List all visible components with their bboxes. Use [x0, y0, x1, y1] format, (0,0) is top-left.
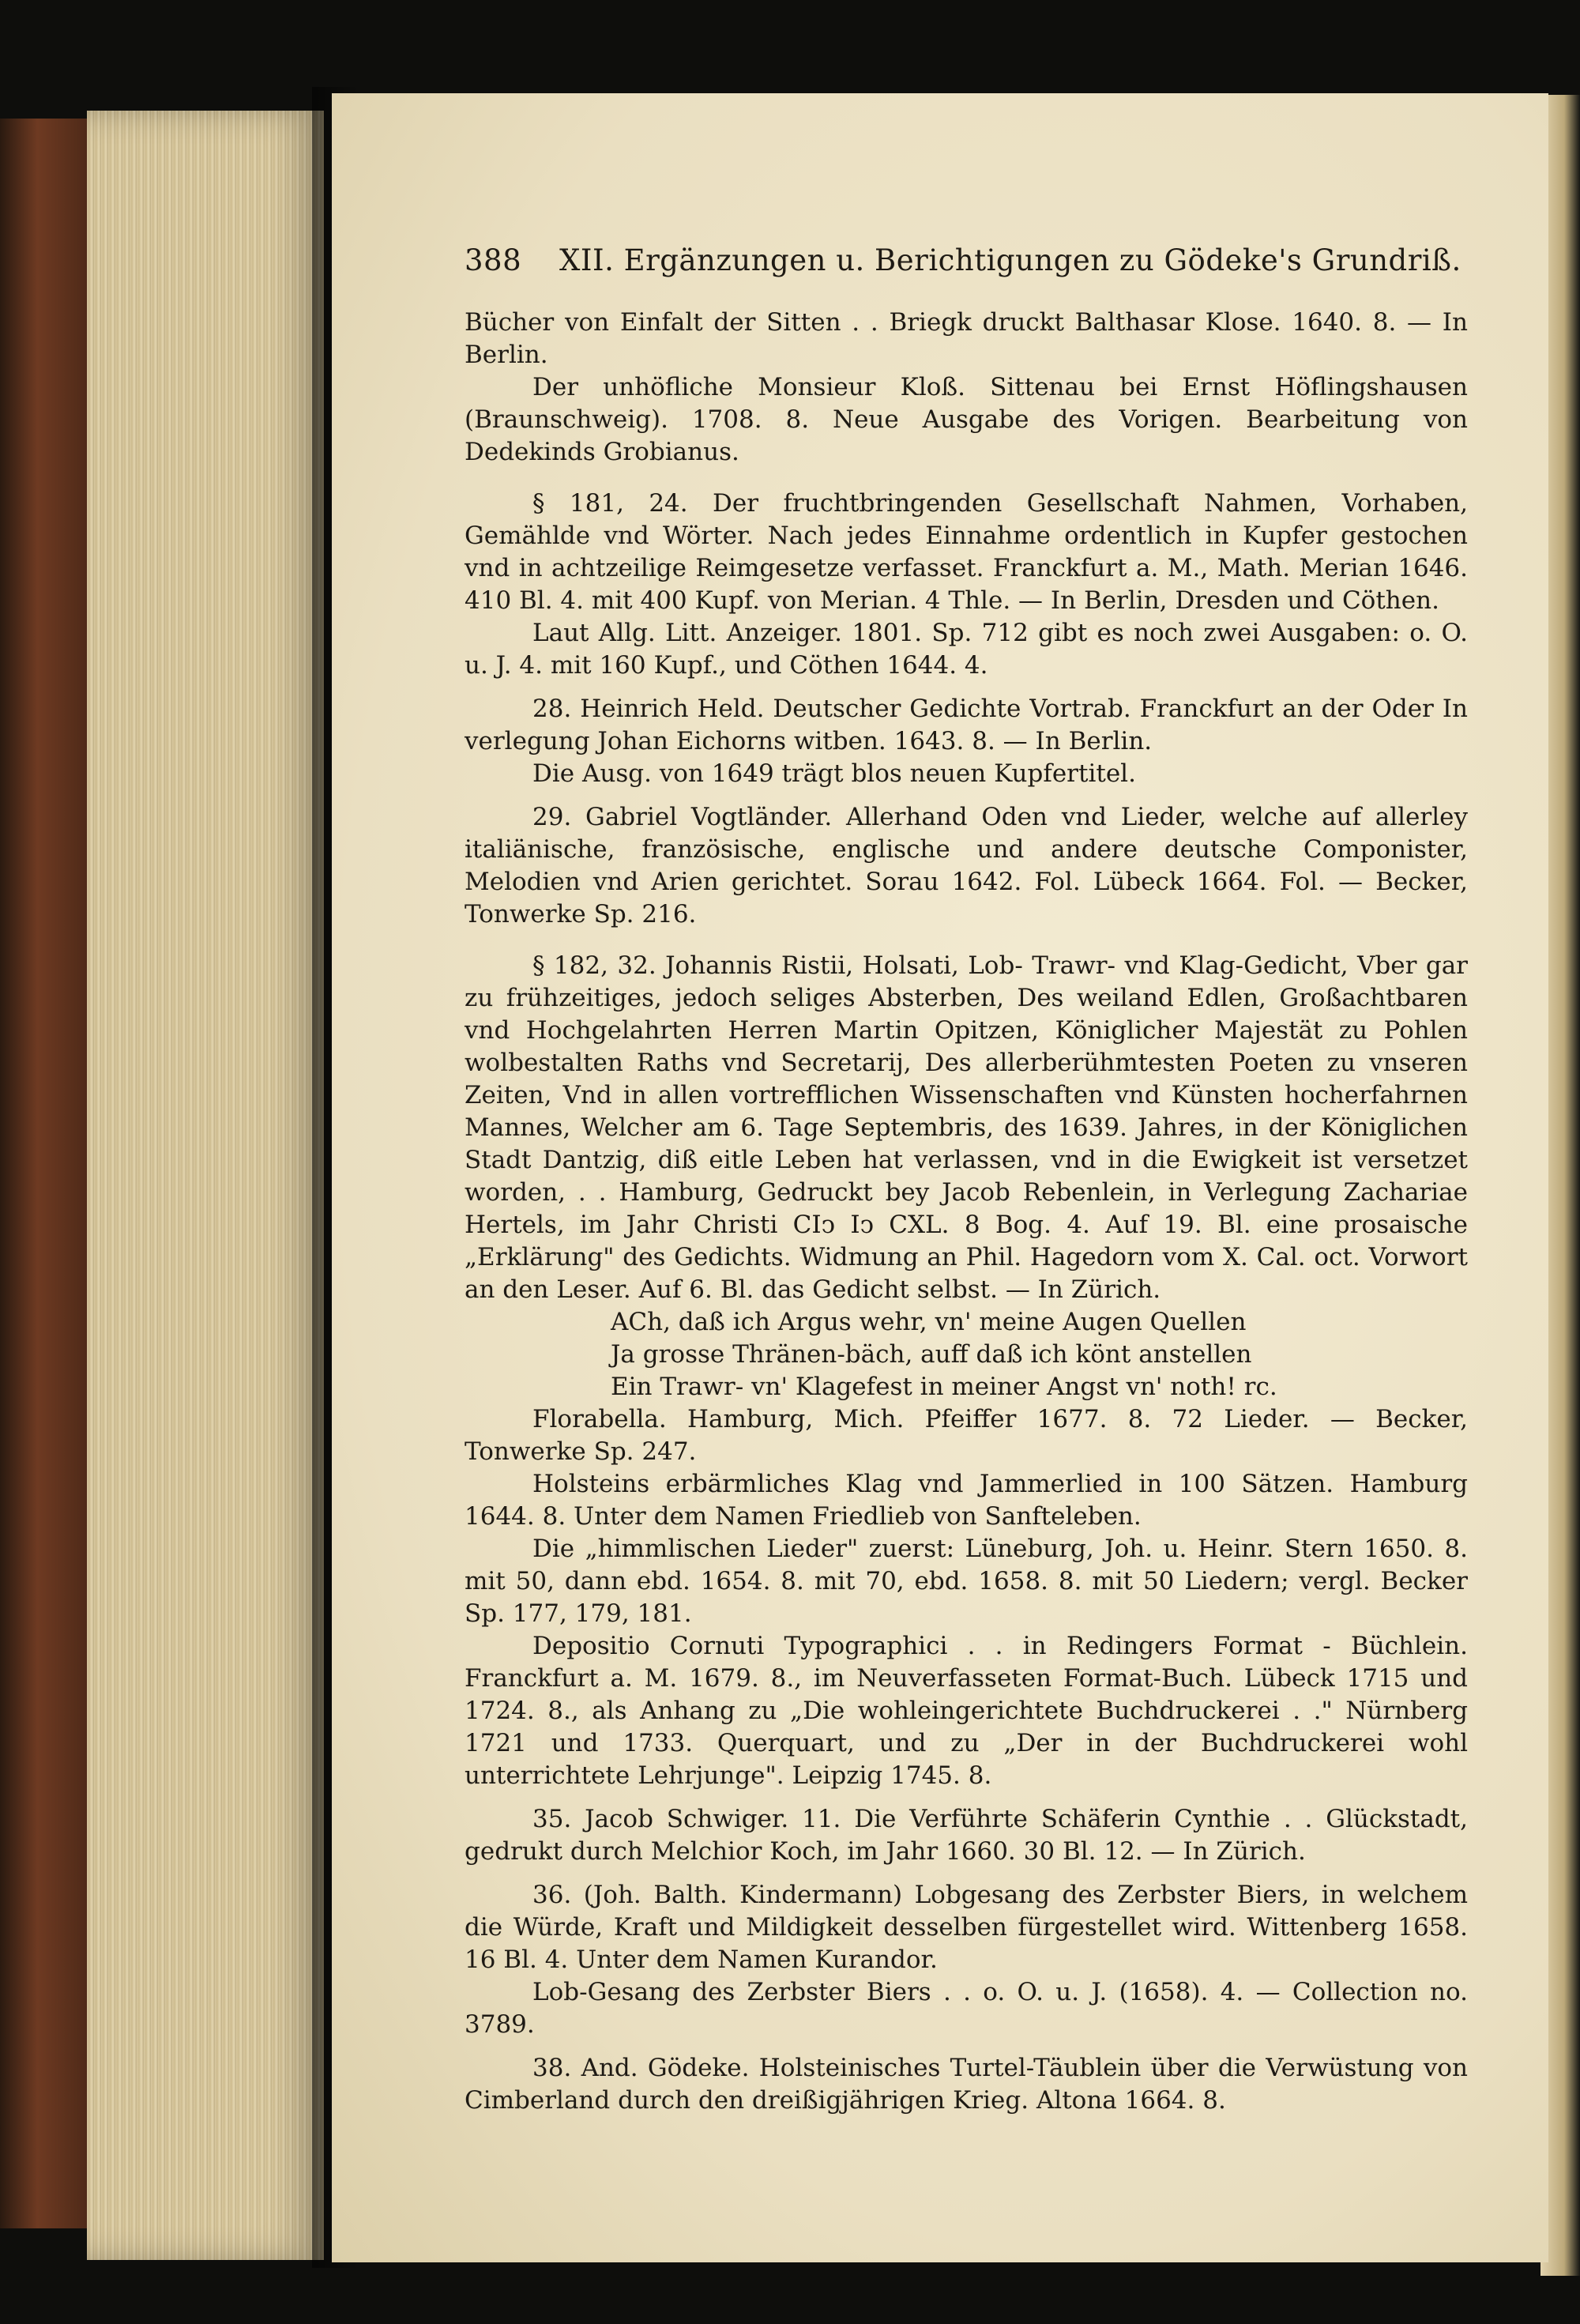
paragraph: Holsteins erbärmliches Klag vnd Jammerlied in 100 Sätzen. Hamburg 1644. 8. Unter dem Namen Friedlieb von Sanfteleben.: [465, 1470, 1468, 1531]
paragraph: Depositio Cornuti Typographici . . in Redingers Format - Büchlein. Franckfurt a. M. 1679. 8., im Neuverfasseten Format-Buch. Lübeck 1715 und 1724. 8., als Anhang zu „Die wohleingerichtete Buchdruckerei . ." Nürnberg 1721 und 1733. Querquart, und zu „Der in der Buchdruckerei wohl unterrichtete Lehrjunge". Leipzig 1745. 8.: [465, 1632, 1468, 1790]
paragraph: Laut Allg. Litt. Anzeiger. 1801. Sp. 712 gibt es noch zwei Ausgaben: o. O. u. J. 4. mit 160 Kupf., und Cöthen 1644. 4.: [465, 619, 1468, 680]
stacked-page-edges: [87, 111, 324, 2260]
book-cover-edge: [0, 119, 93, 2228]
verse-line: Ein Trawr- vn' Klagefest in meiner Angst vn' noth! rc.: [611, 1373, 1277, 1401]
page-number: 388: [465, 243, 522, 277]
paragraph-section-182: § 182, 32. Johannis Ristii, Holsati, Lob- Trawr- vnd Klag-Gedicht, Vber gar zu frühzeitiges, jedoch seliges Absterben, Des weiland Edlen, Großachtbaren vnd Hochgelahrten Herren Martin Opitzen, Königlicher Majestät zu Pohlen wolbestalten Raths vnd Secretarij, Des allerberühmtesten Poeten zu vnseren Zeiten, Vnd in allen vortrefflichen Wissenschaften vnd Künsten hocherfahrnen Mannes, Welcher am 6. Tage Septembris, des 1639. Jahres, in der Königlichen Stadt Dantzig, diß eitle Leben hat verlassen, vnd in die Ewigkeit ist versetzet worden, . . Hamburg, Gedruckt bey Jacob Rebenlein, in Verlegung Zachariae Hertels, im Jahr Christi CIↄ Iↄ CXL. 8 Bog. 4. Auf 19. Bl. eine prosaische „Erklärung" des Gedichts. Widmung an Phil. Hagedorn vom X. Cal. oct. Vorwort an den Leser. Auf 6. Bl. das Gedicht selbst. — In Zürich.: [465, 951, 1468, 1304]
paragraph: Die Ausg. von 1649 trägt blos neuen Kupfertitel.: [532, 759, 1136, 788]
paragraph-entry-28: 28. Heinrich Held. Deutscher Gedichte Vortrab. Franckfurt an der Oder In verlegung Johan Eichorns witben. 1643. 8. — In Berlin.: [465, 695, 1468, 755]
paragraph: Florabella. Hamburg, Mich. Pfeiffer 1677. 8. 72 Lieder. — Becker, Tonwerke Sp. 247.: [465, 1405, 1468, 1466]
paragraph: Lob-Gesang des Zerbster Biers . . o. O. u. J. (1658). 4. — Collection no. 3789.: [465, 1978, 1468, 2039]
book-page: [332, 93, 1548, 2262]
paragraph: Der unhöfliche Monsieur Kloß. Sittenau bei Ernst Höflingshausen (Braunschweig). 1708. 8. Neue Ausgabe des Vorigen. Bearbeitung von Dedekinds Grobianus.: [465, 373, 1468, 466]
page-header: [465, 243, 1468, 307]
verse-quote: [465, 1306, 1468, 1403]
verse-line: Ja grosse Thränen-bäch, auff daß ich könt anstellen: [611, 1340, 1252, 1369]
paragraph-entry-38: 38. And. Gödeke. Holsteinisches Turtel-Täublein über die Verwüstung von Cimberland durch den dreißigjährigen Krieg. Altona 1664. 8.: [465, 2054, 1468, 2115]
page-content: [465, 243, 1468, 2117]
paragraph: Bücher von Einfalt der Sitten . . Briegk druckt Balthasar Klose. 1640. 8. — In Berlin.: [465, 308, 1468, 369]
verse-line: ACh, daß ich Argus wehr, vn' meine Augen Quellen: [611, 1308, 1247, 1336]
paragraph: Die „himmlischen Lieder" zuerst: Lüneburg, Joh. u. Heinr. Stern 1650. 8. mit 50, dann ebd. 1654. 8. mit 70, ebd. 1658. 8. mit 50 Liedern; vergl. Becker Sp. 177, 179, 181.: [465, 1535, 1468, 1628]
paragraph-entry-29: 29. Gabriel Vogtländer. Allerhand Oden vnd Lieder, welche auf allerley italiänische, französische, englische und andere deutsche Componister, Melodien vnd Arien gerichtet. Sorau 1642. Fol. Lübeck 1664. Fol. — Becker, Tonwerke Sp. 216.: [465, 803, 1468, 928]
paragraph-entry-36: 36. (Joh. Balth. Kindermann) Lobgesang des Zerbster Biers, in welchem die Würde, Kraft und Mildigkeit desselben fürgestellet wird. Wittenberg 1658. 16 Bl. 4. Unter dem Namen Kurandor.: [465, 1881, 1468, 1974]
paragraph-section-181: § 181, 24. Der fruchtbringenden Gesellschaft Nahmen, Vorhaben, Gemählde vnd Wörter. Nach jedes Einnahme ordentlich in Kupfer gestochen vnd in achtzeilige Reimgesetze verfasset. Franckfurt a. M., Math. Merian 1646. 410 Bl. 4. mit 400 Kupf. von Merian. 4 Thle. — In Berlin, Dresden und Cöthen.: [465, 489, 1468, 615]
paragraph-entry-35: 35. Jacob Schwiger. 11. Die Verführte Schäferin Cynthie . . Glückstadt, gedrukt durch Melchior Koch, im Jahr 1660. 30 Bl. 12. — In Zürich.: [465, 1805, 1468, 1866]
running-title: XII. Ergänzungen u. Berichtigungen zu Gödeke's Grundriß.: [559, 243, 1462, 277]
